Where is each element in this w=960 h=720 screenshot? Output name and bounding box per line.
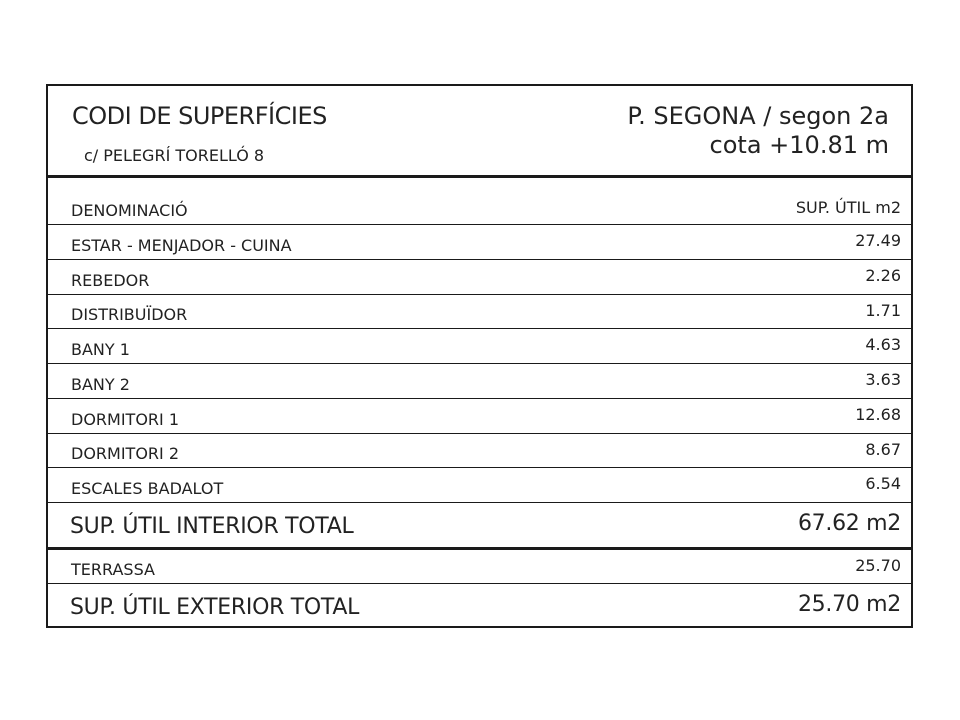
exterior-total-value: 25.70 m2 bbox=[797, 592, 901, 617]
room-name: BANY 2 bbox=[71, 375, 130, 394]
table-row bbox=[48, 295, 911, 329]
table-row bbox=[48, 399, 911, 434]
room-name: REBEDOR bbox=[71, 271, 150, 290]
address-text: c/ PELEGRÍ TORELLÓ 8 bbox=[84, 146, 265, 165]
room-area: 2.26 bbox=[865, 266, 901, 285]
interior-total-label: SUP. ÚTIL INTERIOR TOTAL bbox=[70, 514, 354, 539]
room-area: 25.70 bbox=[855, 556, 901, 575]
room-area: 12.68 bbox=[855, 405, 901, 424]
column-header-row bbox=[48, 178, 911, 225]
table-row bbox=[48, 468, 911, 503]
room-area: 27.49 bbox=[855, 231, 901, 250]
room-name: BANY 1 bbox=[71, 340, 130, 359]
room-area: 6.54 bbox=[865, 474, 901, 493]
room-name: ESCALES BADALOT bbox=[71, 479, 224, 498]
exterior-total-row bbox=[48, 584, 911, 628]
column-header-area: SUP. ÚTIL m2 bbox=[795, 198, 901, 217]
floor-label: P. SEGONA / segon 2a bbox=[627, 102, 889, 130]
table-row bbox=[48, 434, 911, 468]
table-row bbox=[48, 260, 911, 295]
room-area: 1.71 bbox=[865, 301, 901, 320]
room-name: ESTAR - MENJADOR - CUINA bbox=[71, 236, 292, 255]
room-name: DISTRIBUÏDOR bbox=[71, 305, 188, 324]
table-row bbox=[48, 225, 911, 260]
room-name: TERRASSA bbox=[71, 560, 155, 579]
table-row bbox=[48, 364, 911, 399]
column-header-name: DENOMINACIÓ bbox=[71, 201, 188, 220]
exterior-total-label: SUP. ÚTIL EXTERIOR TOTAL bbox=[70, 595, 360, 620]
elevation-label: cota +10.81 m bbox=[709, 131, 889, 159]
table-row bbox=[48, 550, 911, 584]
interior-total-row bbox=[48, 503, 911, 550]
document-title: CODI DE SUPERFÍCIES bbox=[72, 102, 327, 130]
room-area: 3.63 bbox=[865, 370, 901, 389]
room-name: DORMITORI 2 bbox=[71, 444, 180, 463]
room-area: 4.63 bbox=[865, 335, 901, 354]
room-name: DORMITORI 1 bbox=[71, 410, 180, 429]
table-header bbox=[48, 86, 911, 178]
surface-table-sheet bbox=[46, 84, 913, 628]
table-row bbox=[48, 329, 911, 364]
interior-total-value: 67.62 m2 bbox=[797, 511, 901, 536]
room-area: 8.67 bbox=[865, 440, 901, 459]
